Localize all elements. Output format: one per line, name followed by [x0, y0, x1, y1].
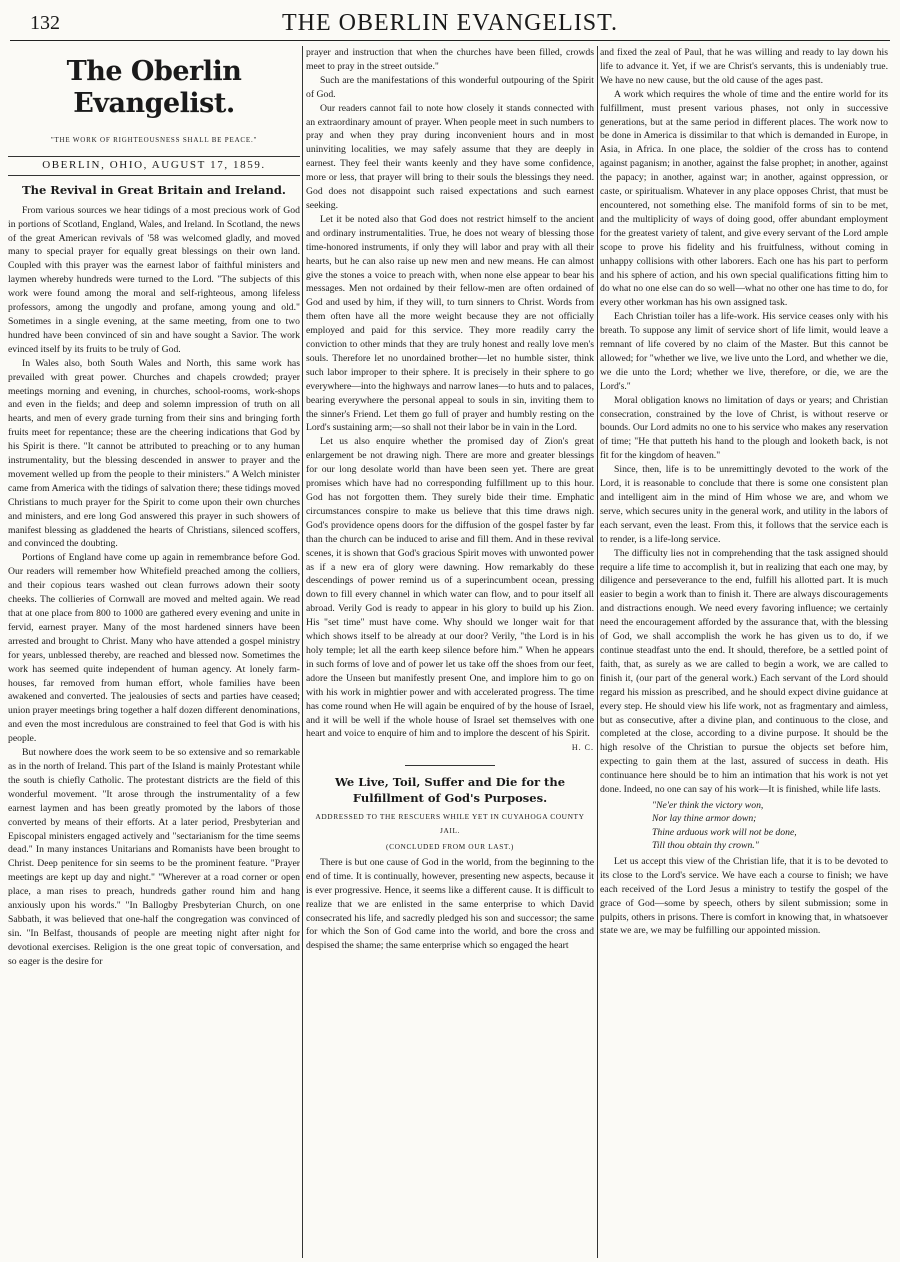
article-headline: The Revival in Great Britain and Ireland. — [22, 182, 286, 197]
article-paragraph: Let us also enquire whether the promised day of Zion's great enlargement be not drawing nigh. There are more and greater blessings for our long desolate world than have been seen yet. There are great promises which have had no corresponding fulfillment up to this hour. God has not forgotten them. They surely bide their time. Emphatic circumstances conspire to make us believe that this time draws nigh. God's providence opens doors for the diffusion of the gospel faster by far than the church can be induced to arise and fill them. And in these revival scenes, it is shown that God's gracious Spirit moves with unwonted power as if a new era of glory were dawning. How remarkably do these descendings of power remind us of a superincumbent ocean, pressing down to fill every channel in which water can flow, and to pour itself all abroad. Verily God is ready to appear in his glory to build up his Zion. His "set time" must have come. Why should we longer wait for that which shows itself to be already at our door? Verily, "the Lord is in his holy temple; let all the earth keep silence before him." When he appears in such forms of love and of power let us take off the shoes from our feet, adore the Unseen but manifestly present One, and implore him to go on with his work in mightier power and with accelerated progress. The time has come round when He will again be enquired of by the house of Israel, and it will be well if the whole house of Israel set themselves with one heart and voice to enquire of him and to implore the descent of his Spirit. — [306, 436, 594, 740]
article-paragraph: In Wales also, both South Wales and North, this same work has prevailed with great power. Churches and chapels crowded; prayer meetings morning and evening, in churches, school-rooms, work-shops and even in the fields; and deep and solemn impression of truth on all hearts, and men of every grade turning from their sins and bringing forth fruits meet for repentance; these are the cheering indications that God by his Spirit is there. "It cannot be attributed to preaching or to any human instrumentality, but the blessing descended in answer to prayer and the movement welled up from the people to their ministers." A Welch minister came from America with the tidings of salvation there; these tidings moved Christians to much prayer for the Spirit to come upon their own churches and ministers, and ere long God answered this prayer in such showers of manifest blessing as gladdened the hearts of Christians, silenced scoffers, and convinced the doubting. — [8, 357, 300, 550]
article-paragraph: But nowhere does the work seem to be so extensive and so remarkable as in the north of Ireland. This part of the Island is mainly Protestant while the south is chiefly Catholic. The protestant districts are the field of this wonderful movement. "It arose through the instrumentality of a few earnest laymen and has been greatly promoted by the labors of those converted by means of their efforts. At a later period, Presbyterian and Episcopal ministers engaged actively and "sectarianism for the time seems dead." In many instances Unitarians and Romanists have been brought to Christ. Deep penitence for sin seems to be the prominent feature. "Prayer meetings are kept up day and night." "Wherever at a road corner or open place, a man rises to preach, hundreds gather round him and hang anxiously upon his words." "In Ballogby Presbyterian Church, on one Sabbath, it was believed that one-half the congregation was convinced of sin. "In Belfast, thousands of people are meeting night after night for devotional exercises. Religion is the one great topic of conversation, and so eager is the desire for — [8, 747, 300, 967]
running-title: THE OBERLIN EVANGELIST. — [281, 10, 619, 36]
column-2 — [306, 46, 594, 1258]
dateline-box — [8, 156, 300, 176]
article-paragraph: The difficulty lies not in comprehending that the task assigned should require a life time to accomplish it, but in realizing that each one may, by diligence and perseverance to the end, fulfill his allotted part. It is much easier to begin a work than to finish it. There are always discouragements and distractions enough. We need every favoring influence; we certainly need the encouragement afforded by the assurance that, with the blessing of God, we shall accomplish the work he has given us to do, if we continue steadfast unto the end. It should, therefore, be a settled point of faith, that, as surely as we are called to begin a work, we are called to finish it, (our part of the general work.) Each servant of the Lord should regard his mission as prescribed, and he should expect divine guidance at every step. He should view his life work, not as fragmentary and aimless, but as consecutive, after a divine plan, and continuous to the close, and completed at the close, according to a divine purpose. It should be the high resolve of the Christian to pursue the objects set before him, expecting to gain them at the last, assured of success in death. His continuance here should be to him an intimation that his work is not yet done. Indeed, no one can say of his work—It is finished, while life lasts. — [600, 547, 888, 796]
article-paragraph: Our readers cannot fail to note how closely it stands connected with an extraordinary amount of prayer. When people meet in such numbers to pray and when they pray during inconvenient hours and in most uninviting localities, we may safely assume that they are deeply in earnest. They feel their wants keenly and they have some confidence, more or less, that prayer will bring to their souls the blessings they need. God does not disappoint such raised expectations and such earnest seeking. — [306, 102, 594, 211]
column-1 — [8, 46, 300, 1258]
article-paragraph: Let it be noted also that God does not restrict himself to the ancient and ordinary instrumentalities. True, he does not weary of blessing those time-honored instruments, if only they will labor and pray with all their hearts, but he can also raise up new men and new means. He can almost give the stones a voice to preach with, when none else appear to bear his messages. Men not ordained by their fellow-men are often ordained of God and used by him, if they will, to turn sinners to Christ. Words from them often have all the more weight because they are not officially employed and paid for this service. They more readily carry the conviction to other minds that they are truly honest and really love men's souls. Therefore let no unordained brother—let no humble sister, think such labor improper to their sphere. It is precisely in their sphere to go everywhere—into the highways and narrow lanes—to huts and to palaces, bearing everywhere the personal appeal to souls in sin, inviting them to the sinner's Friend. Let them go full of prayer and humbly resting on the Lord's sustaining arm;—so shall not their labor be in vain in the Lord. — [306, 213, 594, 434]
article-paragraph: Such are the manifestations of this wonderful outpouring of the Spirit of God. — [306, 74, 594, 100]
column-rule — [302, 46, 303, 1258]
poem-quote — [652, 799, 888, 853]
article-subhead: ADDRESSED TO THE RESCUERS WHILE YET IN CUYAHOGA COUNTY JAIL. — [315, 812, 585, 836]
article-headline: We Live, Toil, Suffer and Die for the Fulfillment of God's Purposes. — [334, 775, 566, 806]
page-number: 132 — [30, 12, 60, 34]
poem-line: Till thou obtain thy crown." — [652, 840, 759, 852]
poem-line: Nor lay thine armor down; — [652, 813, 757, 825]
poem-line: "Ne'er think the victory won, — [652, 799, 764, 811]
article-continuation-note: (CONCLUDED FROM OUR LAST.) — [386, 842, 514, 852]
article-paragraph: Portions of England have come up again in remembrance before God. Our readers will remember how Whitefield preached among the colliers, and their copious tears washed out clean furrows adown their sooty cheeks. The collieries of Cornwall are moved and melted again. We read that at one place from 800 to 1000 are gathered every evening and unite in fervid, earnest prayer. Many of the most hardened sinners have been arrested and brought to Christ. Many who have attended a gospel ministry for years, unblessed thereby, are reached and blessed now. Sometimes the work has seemed quite independent of human agency. At lonely farm-houses, far removed from human effort, whole families have been awakened and converted. The jealousies of sects and parties have ceased; union prayer meetings bring together a half dozen different denominations, and even the most incredulous are constrained to feel that God is with his people. — [8, 552, 300, 745]
article-paragraph: Let us accept this view of the Christian life, that it is to be devoted to its close to the Lord's service. We have each a course to finish; we have each received of the Lord Jesus a ministry to testify the gospel of the grace of God—some by speech, others by silent submission; some in pulpits, others in prisons. There is comfort in knowing that, in whatsoever state we are, we may be fulfilling our appointed mission. — [600, 855, 888, 937]
column-3 — [600, 46, 888, 1258]
article-divider — [405, 765, 495, 766]
article-paragraph: and fixed the zeal of Paul, that he was willing and ready to lay down his life to advance it. Yet, if we are Christ's servants, this is undeniably true. We have no new cause, but the old cause of the ages past. — [600, 47, 888, 86]
article-paragraph: Each Christian toiler has a life-work. His service ceases only with his breath. To suppose any limit of service short of life limit, would leave a remnant of life covered by no claim of the Master. But this cannot be allowed; for "whether we live, we live unto the Lord, and whether we die, we die unto the Lord; whether we live, therefore, or die, we are the Lord's." — [600, 311, 888, 392]
masthead-motto: "THE WORK OF RIGHTEOUSNESS SHALL BE PEACE." — [50, 136, 258, 144]
article-paragraph: Since, then, life is to be unremittingly devoted to the work of the Lord, it is reasonable to conclude that there is some one consistent plan and intelligent aim in the mind of Him whose we are, and whom we serve, which secures unity in the general work, and utility in the labors of each servant, even the least. From this, it follows that the service each is to render, is a life-long service. — [600, 464, 888, 545]
running-header — [20, 6, 880, 42]
author-signature: H. C. — [571, 743, 594, 753]
header-rule — [10, 40, 890, 41]
column-rule — [597, 46, 598, 1258]
article-paragraph: There is but one cause of God in the world, from the beginning to the end of time. It is continually, however, presenting new aspects, because it is ever progressive. Hence, it seems like a different cause. It is difficult to realize that we are enlisted in the same enterprise to which David consecrated his life, and sacredly pledged his son and successor; the same for which the Son of God came into the world, and bore the cross and despised the shame; the same enterprise which so engaged the heart — [306, 856, 594, 952]
article-paragraph: A work which requires the whole of time and the entire world for its fulfillment, must present various phases, not only in successive generations, but at the same period in different places. The work now to be done in America is dissimilar to that which is demanded in Europe, in Asia, in Africa. In one place, the soldier of the cross has to contend against paganism; in another, against the false prophet; in another, against the papacy; in another, against war; in another, against oppression, or caste, or spiritualism. Whatever in any place opposes Christ, that must be encountered, not something else. The manifold forms of sin to be met, and the multiplicity of ways of doing good, offer abundant employment for the greatest variety of talent, and give every servant of the Lord ample scope to prove his fidelity and his fruitfulness, without coming in unhappy collisions with other laborers. Each one has his part to perform and his sphere of action, and his own special qualifications fitting him to do what no one else can do so well—what no other one has time to do, for every other workman has his own assigned task. — [600, 88, 888, 309]
dateline: OBERLIN, OHIO, AUGUST 17, 1859. — [42, 158, 266, 171]
article-paragraph: prayer and instruction that when the churches have been filled, crowds meet to pray in the street outside." — [306, 47, 594, 72]
article-paragraph: Moral obligation knows no limitation of days or years; and Christian consecration, constrained by the love of Christ, is without reserve or bounds. Our Lord admits no one to his service who makes any reservation of time; "He that putteth his hand to the plough and looketh back, is not fit for the kingdom of heaven." — [600, 394, 888, 462]
article-paragraph: From various sources we hear tidings of a most precious work of God in portions of Scotland, England, Wales, and Ireland. In Scotland, the news of the great American revivals of '58 was welcomed gladly, and moved many to special prayer for equally great blessings on their own land. Coupled with this prayer was the earnest labor of faithful ministers and laymen whereby hundreds were turned to the Lord. "The subjects of this work were found among the moral and self-righteous, among lifeless professors, among the ungodly and profane, among young and old." Sometimes in a single evening, at the same meeting, from one to two hundred have been convinced of sin and have sought a Savior. The work evinced itself by its fruits to be truly of God. — [8, 204, 300, 355]
poem-line: Thine arduous work will not be done, — [652, 826, 797, 838]
masthead-title: The Oberlin Evangelist. — [66, 56, 242, 119]
